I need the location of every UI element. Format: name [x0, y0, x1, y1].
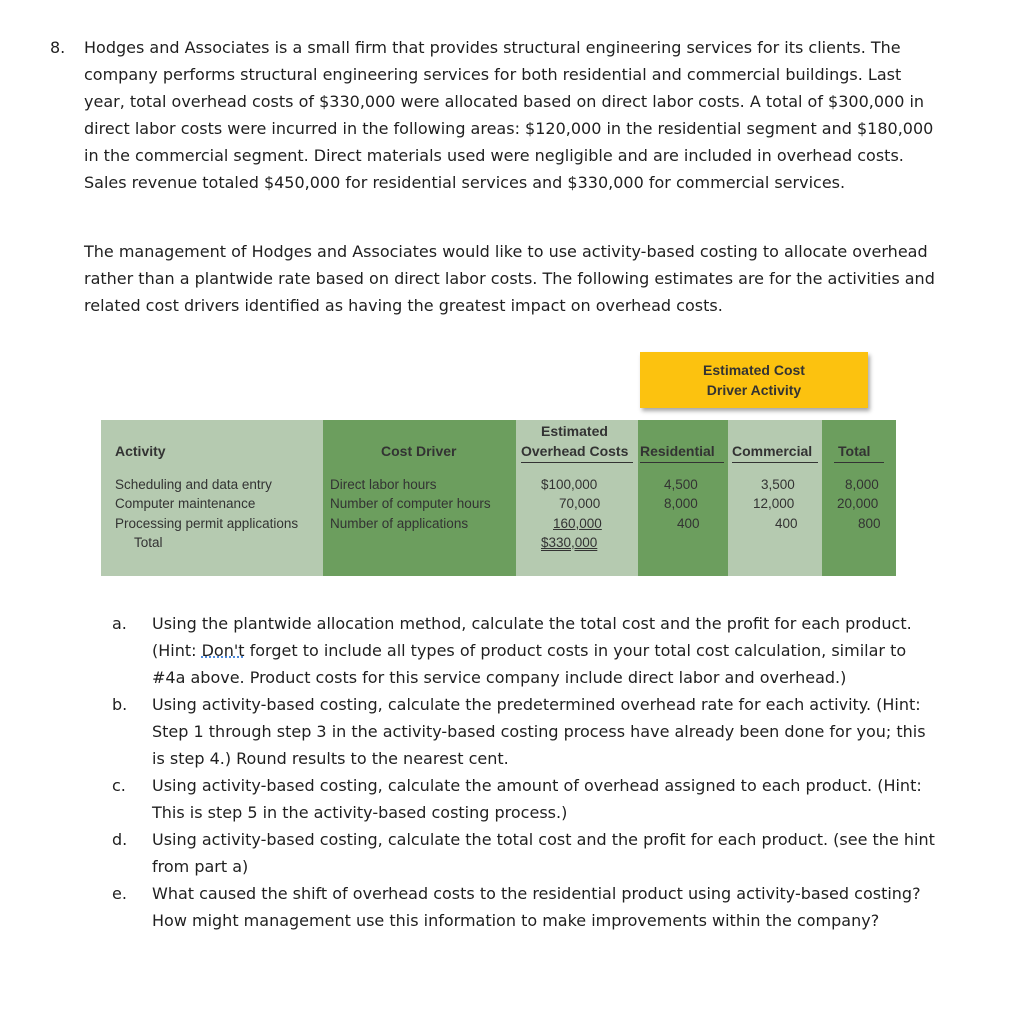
question-text: Using activity-based costing, calculate the total cost and the profit for each product. (see the hint from part a)	[152, 830, 935, 876]
header-activity: Activity	[115, 443, 166, 459]
question-c	[112, 772, 942, 826]
question-label: a.	[112, 614, 127, 633]
group-header-line2: Driver Activity	[706, 382, 802, 398]
question-d	[112, 826, 942, 880]
question-text: Using activity-based costing, calculate the amount of overhead assigned to each product. (Hint: This is step 5 in the activity-based costing process.)	[152, 776, 922, 822]
header-rule-com	[732, 462, 818, 463]
row2-commercial: 12,000	[753, 496, 795, 511]
question-list	[112, 610, 942, 934]
header-overhead-costs: Overhead Costs	[521, 443, 629, 459]
header-rule-tot	[834, 462, 884, 463]
question-text-cont: forget to include all types of product costs in your total cost calculation, similar to #4a above. Product costs for this service company include direct labor and overhead.)	[152, 641, 907, 687]
row2-residential: 8,000	[664, 496, 698, 511]
question-label: b.	[112, 695, 128, 714]
problem-number: 8.	[50, 38, 66, 57]
question-text: Using the plantwide allocation method, calculate the total cost and the profit for each product. (Hint:	[152, 614, 912, 660]
total-label: Total	[134, 535, 163, 550]
question-b	[112, 691, 942, 772]
row1-commercial: 3,500	[761, 477, 795, 492]
row2-activity: Computer maintenance	[115, 496, 256, 511]
row2-cost: 70,000	[559, 496, 601, 511]
question-e	[112, 880, 942, 934]
question-text: Using activity-based costing, calculate the predetermined overhead rate for each activity. (Hint: Step 1 through step 3 in the activity-based costing process have already been done for you; this is step 4.) Round results to the nearest cent.	[152, 695, 926, 768]
question-a	[112, 610, 942, 691]
group-header-line1: Estimated Cost	[703, 362, 805, 378]
question-label: d.	[112, 830, 128, 849]
intro-paragraph: Hodges and Associates is a small firm that provides structural engineering services for its clients. The company performs structural engineering services for both residential and commercial buildings. Last year, total overhead costs of $330,000 were allocated based on direct labor costs. A total of $300,000 in direct labor costs were incurred in the following areas: $120,000 in the residential segment and $180,000 in the commercial segment. Direct materials used were negligible and are included in overhead costs. Sales revenue totaled $450,000 for residential services and $330,000 for commercial services.	[84, 38, 934, 192]
row3-cost: 160,000	[553, 516, 602, 531]
question-label: c.	[112, 776, 126, 795]
header-cost-driver: Cost Driver	[381, 443, 457, 459]
row1-total: 8,000	[845, 477, 879, 492]
row2-driver: Number of computer hours	[330, 496, 491, 511]
header-commercial: Commercial	[732, 443, 813, 459]
row3-residential: 400	[677, 516, 700, 531]
estimated-driver-activity-header	[640, 352, 868, 408]
header-rule-cost	[521, 462, 633, 463]
header-total: Total	[838, 443, 871, 459]
row2-total: 20,000	[837, 496, 879, 511]
abc-paragraph: The management of Hodges and Associates would like to use activity-based costing to allocate overhead rather than a plantwide rate based on direct labor costs. The following estimates are for the activities and related cost drivers identified as having the greatest impact on overhead costs.	[84, 242, 935, 315]
total-cost: $330,000	[541, 535, 598, 550]
row3-driver: Number of applications	[330, 516, 469, 531]
header-rule-res	[640, 462, 724, 463]
row1-residential: 4,500	[664, 477, 698, 492]
header-estimated: Estimated	[541, 423, 608, 439]
question-label: e.	[112, 884, 127, 903]
header-residential: Residential	[640, 443, 715, 459]
row3-total: 800	[858, 516, 881, 531]
spellcheck-word: Don't	[201, 641, 245, 660]
row3-activity: Processing permit applications	[115, 516, 299, 531]
question-text: What caused the shift of overhead costs to the residential product using activity-based costing? How might management use this information to make improvements within the company?	[152, 884, 921, 930]
row1-cost: $100,000	[541, 477, 598, 492]
row1-activity: Scheduling and data entry	[115, 477, 272, 492]
row1-driver: Direct labor hours	[330, 477, 437, 492]
row3-commercial: 400	[775, 516, 798, 531]
